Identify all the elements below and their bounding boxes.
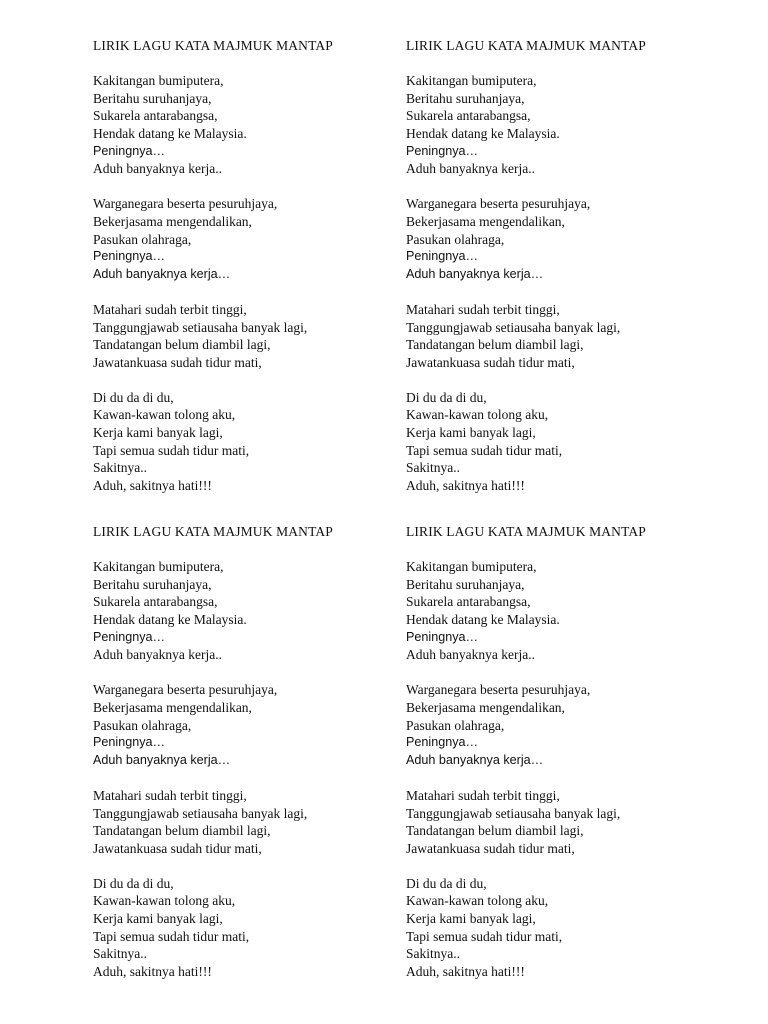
lyric-line: Tapi semua sudah tidur mati, bbox=[93, 928, 250, 944]
lyrics-block-bottom-right bbox=[406, 523, 736, 998]
lyric-line: Tanggungjawab setiausaha banyak lagi, bbox=[93, 805, 308, 821]
lyric-line: Pasukan olahraga, bbox=[93, 717, 192, 733]
lyric-line: Kerja kami banyak lagi, bbox=[406, 425, 536, 441]
lyric-line: Matahari sudah terbit tinggi, bbox=[93, 787, 247, 803]
lyric-line: Hendak datang ke Malaysia. bbox=[406, 611, 560, 627]
stanza-2 bbox=[93, 681, 423, 769]
stanza-2 bbox=[406, 681, 736, 769]
lyric-line: Di du da di du, bbox=[406, 389, 487, 405]
lyric-line: Warganegara beserta pesuruhjaya, bbox=[93, 196, 278, 212]
lyric-line: Peningnya… bbox=[406, 629, 479, 644]
lyric-line: Matahari sudah terbit tinggi, bbox=[93, 301, 247, 317]
lyric-line: Matahari sudah terbit tinggi, bbox=[406, 787, 560, 803]
lyric-line: Tandatangan belum diambil lagi, bbox=[93, 337, 271, 353]
lyric-line: Hendak datang ke Malaysia. bbox=[93, 125, 247, 141]
lyric-line: Di du da di du, bbox=[93, 875, 174, 891]
lyric-line: Aduh banyaknya kerja.. bbox=[406, 647, 535, 663]
lyric-line: Sukarela antarabangsa, bbox=[406, 594, 531, 610]
lyric-line: Kakitangan bumiputera, bbox=[406, 559, 537, 575]
lyric-line: Hendak datang ke Malaysia. bbox=[406, 125, 560, 141]
lyric-line: Di du da di du, bbox=[406, 875, 487, 891]
stanza-1 bbox=[406, 72, 736, 178]
lyric-line: Bekerjasama mengendalikan, bbox=[93, 213, 252, 229]
lyric-line: Jawatankuasa sudah tidur mati, bbox=[93, 354, 262, 370]
lyric-line: Kawan-kawan tolong aku, bbox=[93, 893, 236, 909]
lyric-line: Tandatangan belum diambil lagi, bbox=[406, 337, 584, 353]
lyric-line: Kakitangan bumiputera, bbox=[93, 73, 224, 89]
lyric-line: Aduh banyaknya kerja… bbox=[406, 266, 544, 281]
lyric-line: Pasukan olahraga, bbox=[406, 231, 505, 247]
lyric-line: Kerja kami banyak lagi, bbox=[93, 911, 223, 927]
lyric-line: Aduh, sakitnya hati!!! bbox=[93, 477, 212, 493]
lyric-line: Peningnya… bbox=[93, 735, 166, 750]
lyric-line: Peningnya… bbox=[406, 735, 479, 750]
lyrics-title: LIRIK LAGU KATA MAJMUK MANTAP bbox=[406, 524, 646, 539]
lyrics-title: LIRIK LAGU KATA MAJMUK MANTAP bbox=[406, 38, 646, 53]
lyric-line: Kawan-kawan tolong aku, bbox=[406, 893, 549, 909]
lyrics-block-bottom-left bbox=[93, 523, 423, 998]
lyric-line: Aduh banyaknya kerja… bbox=[93, 752, 231, 767]
lyric-line: Sakitnya.. bbox=[406, 460, 460, 476]
lyric-line: Aduh banyaknya kerja… bbox=[406, 752, 544, 767]
lyric-line: Warganegara beserta pesuruhjaya, bbox=[406, 682, 591, 698]
lyric-line: Tanggungjawab setiausaha banyak lagi, bbox=[406, 319, 621, 335]
lyric-line: Tanggungjawab setiausaha banyak lagi, bbox=[406, 805, 621, 821]
lyric-line: Sakitnya.. bbox=[93, 946, 147, 962]
lyric-line: Sukarela antarabangsa, bbox=[93, 594, 218, 610]
lyrics-title: LIRIK LAGU KATA MAJMUK MANTAP bbox=[93, 38, 333, 53]
stanza-3 bbox=[93, 787, 423, 857]
lyric-line: Tapi semua sudah tidur mati, bbox=[406, 928, 563, 944]
lyric-line: Pasukan olahraga, bbox=[93, 231, 192, 247]
stanza-2 bbox=[93, 195, 423, 283]
lyric-line: Hendak datang ke Malaysia. bbox=[93, 611, 247, 627]
lyric-line: Sakitnya.. bbox=[93, 460, 147, 476]
lyric-line: Kerja kami banyak lagi, bbox=[406, 911, 536, 927]
stanza-4 bbox=[406, 875, 736, 981]
lyric-line: Peningnya… bbox=[93, 629, 166, 644]
lyric-line: Tandatangan belum diambil lagi, bbox=[406, 823, 584, 839]
lyric-line: Peningnya… bbox=[93, 143, 166, 158]
lyric-line: Beritahu suruhanjaya, bbox=[406, 90, 525, 106]
lyric-line: Tanggungjawab setiausaha banyak lagi, bbox=[93, 319, 308, 335]
lyric-line: Kawan-kawan tolong aku, bbox=[93, 407, 236, 423]
lyric-line: Matahari sudah terbit tinggi, bbox=[406, 301, 560, 317]
stanza-1 bbox=[93, 558, 423, 664]
lyric-line: Kerja kami banyak lagi, bbox=[93, 425, 223, 441]
lyric-line: Bekerjasama mengendalikan, bbox=[406, 213, 565, 229]
lyric-line: Warganegara beserta pesuruhjaya, bbox=[93, 682, 278, 698]
lyric-line: Aduh banyaknya kerja.. bbox=[93, 161, 222, 177]
lyric-line: Aduh, sakitnya hati!!! bbox=[406, 963, 525, 979]
lyric-line: Tandatangan belum diambil lagi, bbox=[93, 823, 271, 839]
lyric-line: Beritahu suruhanjaya, bbox=[93, 90, 212, 106]
lyrics-title: LIRIK LAGU KATA MAJMUK MANTAP bbox=[93, 524, 333, 539]
lyric-line: Warganegara beserta pesuruhjaya, bbox=[406, 196, 591, 212]
lyric-line: Jawatankuasa sudah tidur mati, bbox=[93, 840, 262, 856]
lyric-line: Bekerjasama mengendalikan, bbox=[406, 699, 565, 715]
lyric-line: Aduh, sakitnya hati!!! bbox=[93, 963, 212, 979]
lyric-line: Aduh banyaknya kerja.. bbox=[406, 161, 535, 177]
stanza-2 bbox=[406, 195, 736, 283]
lyric-line: Peningnya… bbox=[406, 143, 479, 158]
lyric-line: Beritahu suruhanjaya, bbox=[406, 576, 525, 592]
lyric-line: Aduh banyaknya kerja.. bbox=[93, 647, 222, 663]
lyric-line: Kawan-kawan tolong aku, bbox=[406, 407, 549, 423]
lyric-line: Kakitangan bumiputera, bbox=[406, 73, 537, 89]
lyric-line: Kakitangan bumiputera, bbox=[93, 559, 224, 575]
stanza-3 bbox=[406, 787, 736, 857]
stanza-1 bbox=[93, 72, 423, 178]
stanza-3 bbox=[93, 301, 423, 371]
stanza-3 bbox=[406, 301, 736, 371]
lyric-line: Jawatankuasa sudah tidur mati, bbox=[406, 840, 575, 856]
lyric-line: Tapi semua sudah tidur mati, bbox=[406, 442, 563, 458]
stanza-4 bbox=[406, 389, 736, 495]
lyric-line: Aduh banyaknya kerja… bbox=[93, 266, 231, 281]
lyric-line: Peningnya… bbox=[406, 249, 479, 264]
stanza-4 bbox=[93, 389, 423, 495]
lyric-line: Sukarela antarabangsa, bbox=[406, 108, 531, 124]
lyrics-block-top-right bbox=[406, 37, 736, 512]
lyric-line: Pasukan olahraga, bbox=[406, 717, 505, 733]
lyric-line: Sakitnya.. bbox=[406, 946, 460, 962]
lyric-line: Peningnya… bbox=[93, 249, 166, 264]
lyric-line: Di du da di du, bbox=[93, 389, 174, 405]
lyric-line: Bekerjasama mengendalikan, bbox=[93, 699, 252, 715]
lyric-line: Beritahu suruhanjaya, bbox=[93, 576, 212, 592]
lyric-line: Jawatankuasa sudah tidur mati, bbox=[406, 354, 575, 370]
lyric-line: Aduh, sakitnya hati!!! bbox=[406, 477, 525, 493]
stanza-4 bbox=[93, 875, 423, 981]
lyric-line: Sukarela antarabangsa, bbox=[93, 108, 218, 124]
lyrics-block-top-left bbox=[93, 37, 423, 512]
lyric-line: Tapi semua sudah tidur mati, bbox=[93, 442, 250, 458]
stanza-1 bbox=[406, 558, 736, 664]
